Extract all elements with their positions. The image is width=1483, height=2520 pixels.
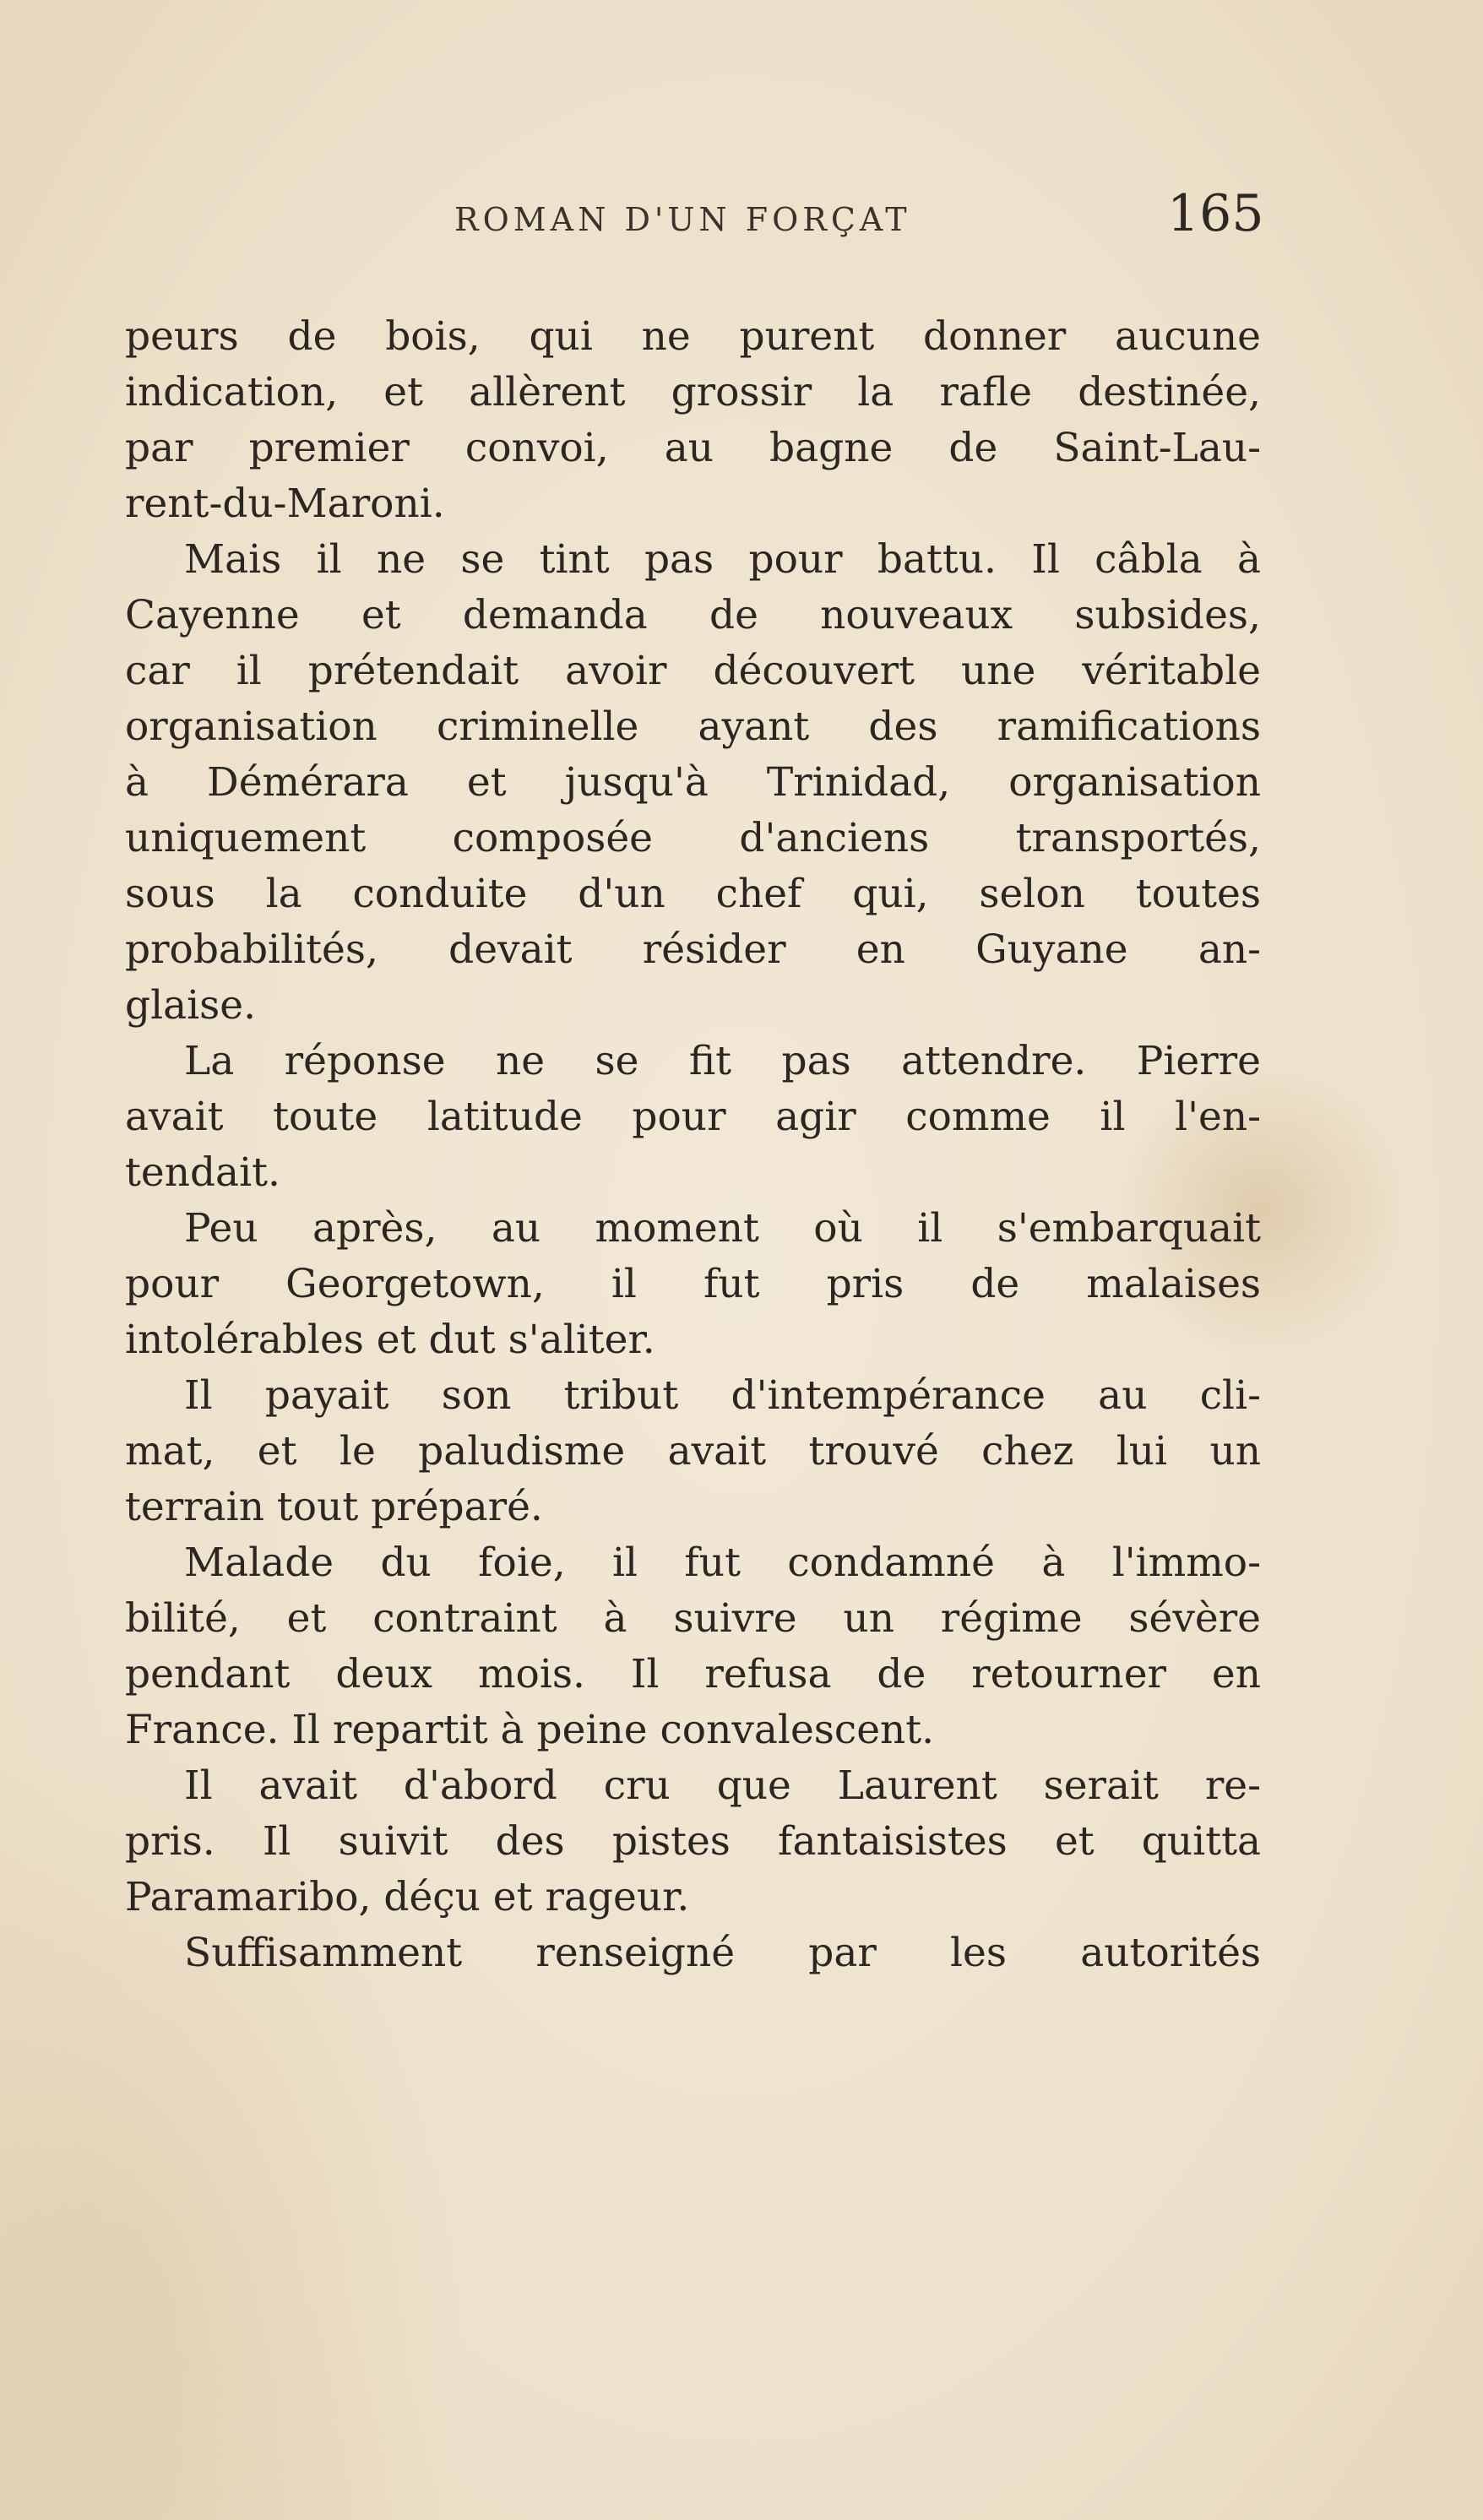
text-line: Il payait son tribut d'intempérance au cli-	[184, 1372, 1261, 1419]
text-line: bilité, et contraint à suivre un régime sévère	[125, 1595, 1261, 1642]
running-title: ROMAN D'UN FORÇAT	[454, 201, 911, 238]
text-line: à Démérara et jusqu'à Trinidad, organisation	[125, 759, 1261, 806]
text-line: mat, et le paludisme avait trouvé chez lui un	[125, 1428, 1261, 1475]
page-number: 165	[1167, 184, 1264, 243]
text-line: par premier convoi, au bagne de Saint-Lau-	[125, 425, 1261, 471]
text-line: Malade du foie, il fut condamné à l'immo-	[184, 1540, 1261, 1586]
text-line: La réponse ne se fit pas attendre. Pierre	[184, 1038, 1261, 1084]
text-line: pour Georgetown, il fut pris de malaises	[125, 1261, 1261, 1307]
text-line: uniquement composée d'anciens transportés,	[125, 815, 1261, 861]
text-line: terrain tout préparé.	[125, 1484, 543, 1530]
text-line: glaise.	[125, 982, 257, 1029]
text-line: intolérables et dut s'aliter.	[125, 1317, 655, 1363]
text-line: Il avait d'abord cru que Laurent serait re-	[184, 1762, 1261, 1809]
text-line: Suffisamment renseigné par les autorités	[184, 1930, 1261, 1976]
text-line: Peu après, au moment où il s'embarquait	[184, 1205, 1261, 1252]
text-line: rent-du-Maroni.	[125, 481, 445, 527]
text-line: tendait.	[125, 1149, 280, 1196]
text-line: pris. Il suivit des pistes fantaisistes et quitta	[125, 1818, 1261, 1865]
text-line: France. Il repartit à peine convalescent.	[125, 1707, 935, 1753]
text-line: probabilités, devait résider en Guyane an-	[125, 926, 1261, 973]
text-line: car il prétendait avoir découvert une véritable	[125, 648, 1261, 694]
text-line: Mais il ne se tint pas pour battu. Il câbla à	[184, 536, 1261, 583]
page-header	[0, 184, 1483, 252]
body-text	[125, 309, 1261, 1981]
text-line: sous la conduite d'un chef qui, selon toutes	[125, 871, 1261, 917]
text-line: indication, et allèrent grossir la rafle destinée,	[125, 369, 1261, 415]
text-line: Cayenne et demanda de nouveaux subsides,	[125, 592, 1261, 638]
text-line: peurs de bois, qui ne purent donner aucune	[125, 313, 1261, 360]
text-line: pendant deux mois. Il refusa de retourner en	[125, 1651, 1261, 1697]
text-line: organisation criminelle ayant des ramifications	[125, 703, 1261, 750]
text-line: Paramaribo, déçu et rageur.	[125, 1874, 690, 1920]
text-line: avait toute latitude pour agir comme il l'en-	[125, 1094, 1261, 1140]
